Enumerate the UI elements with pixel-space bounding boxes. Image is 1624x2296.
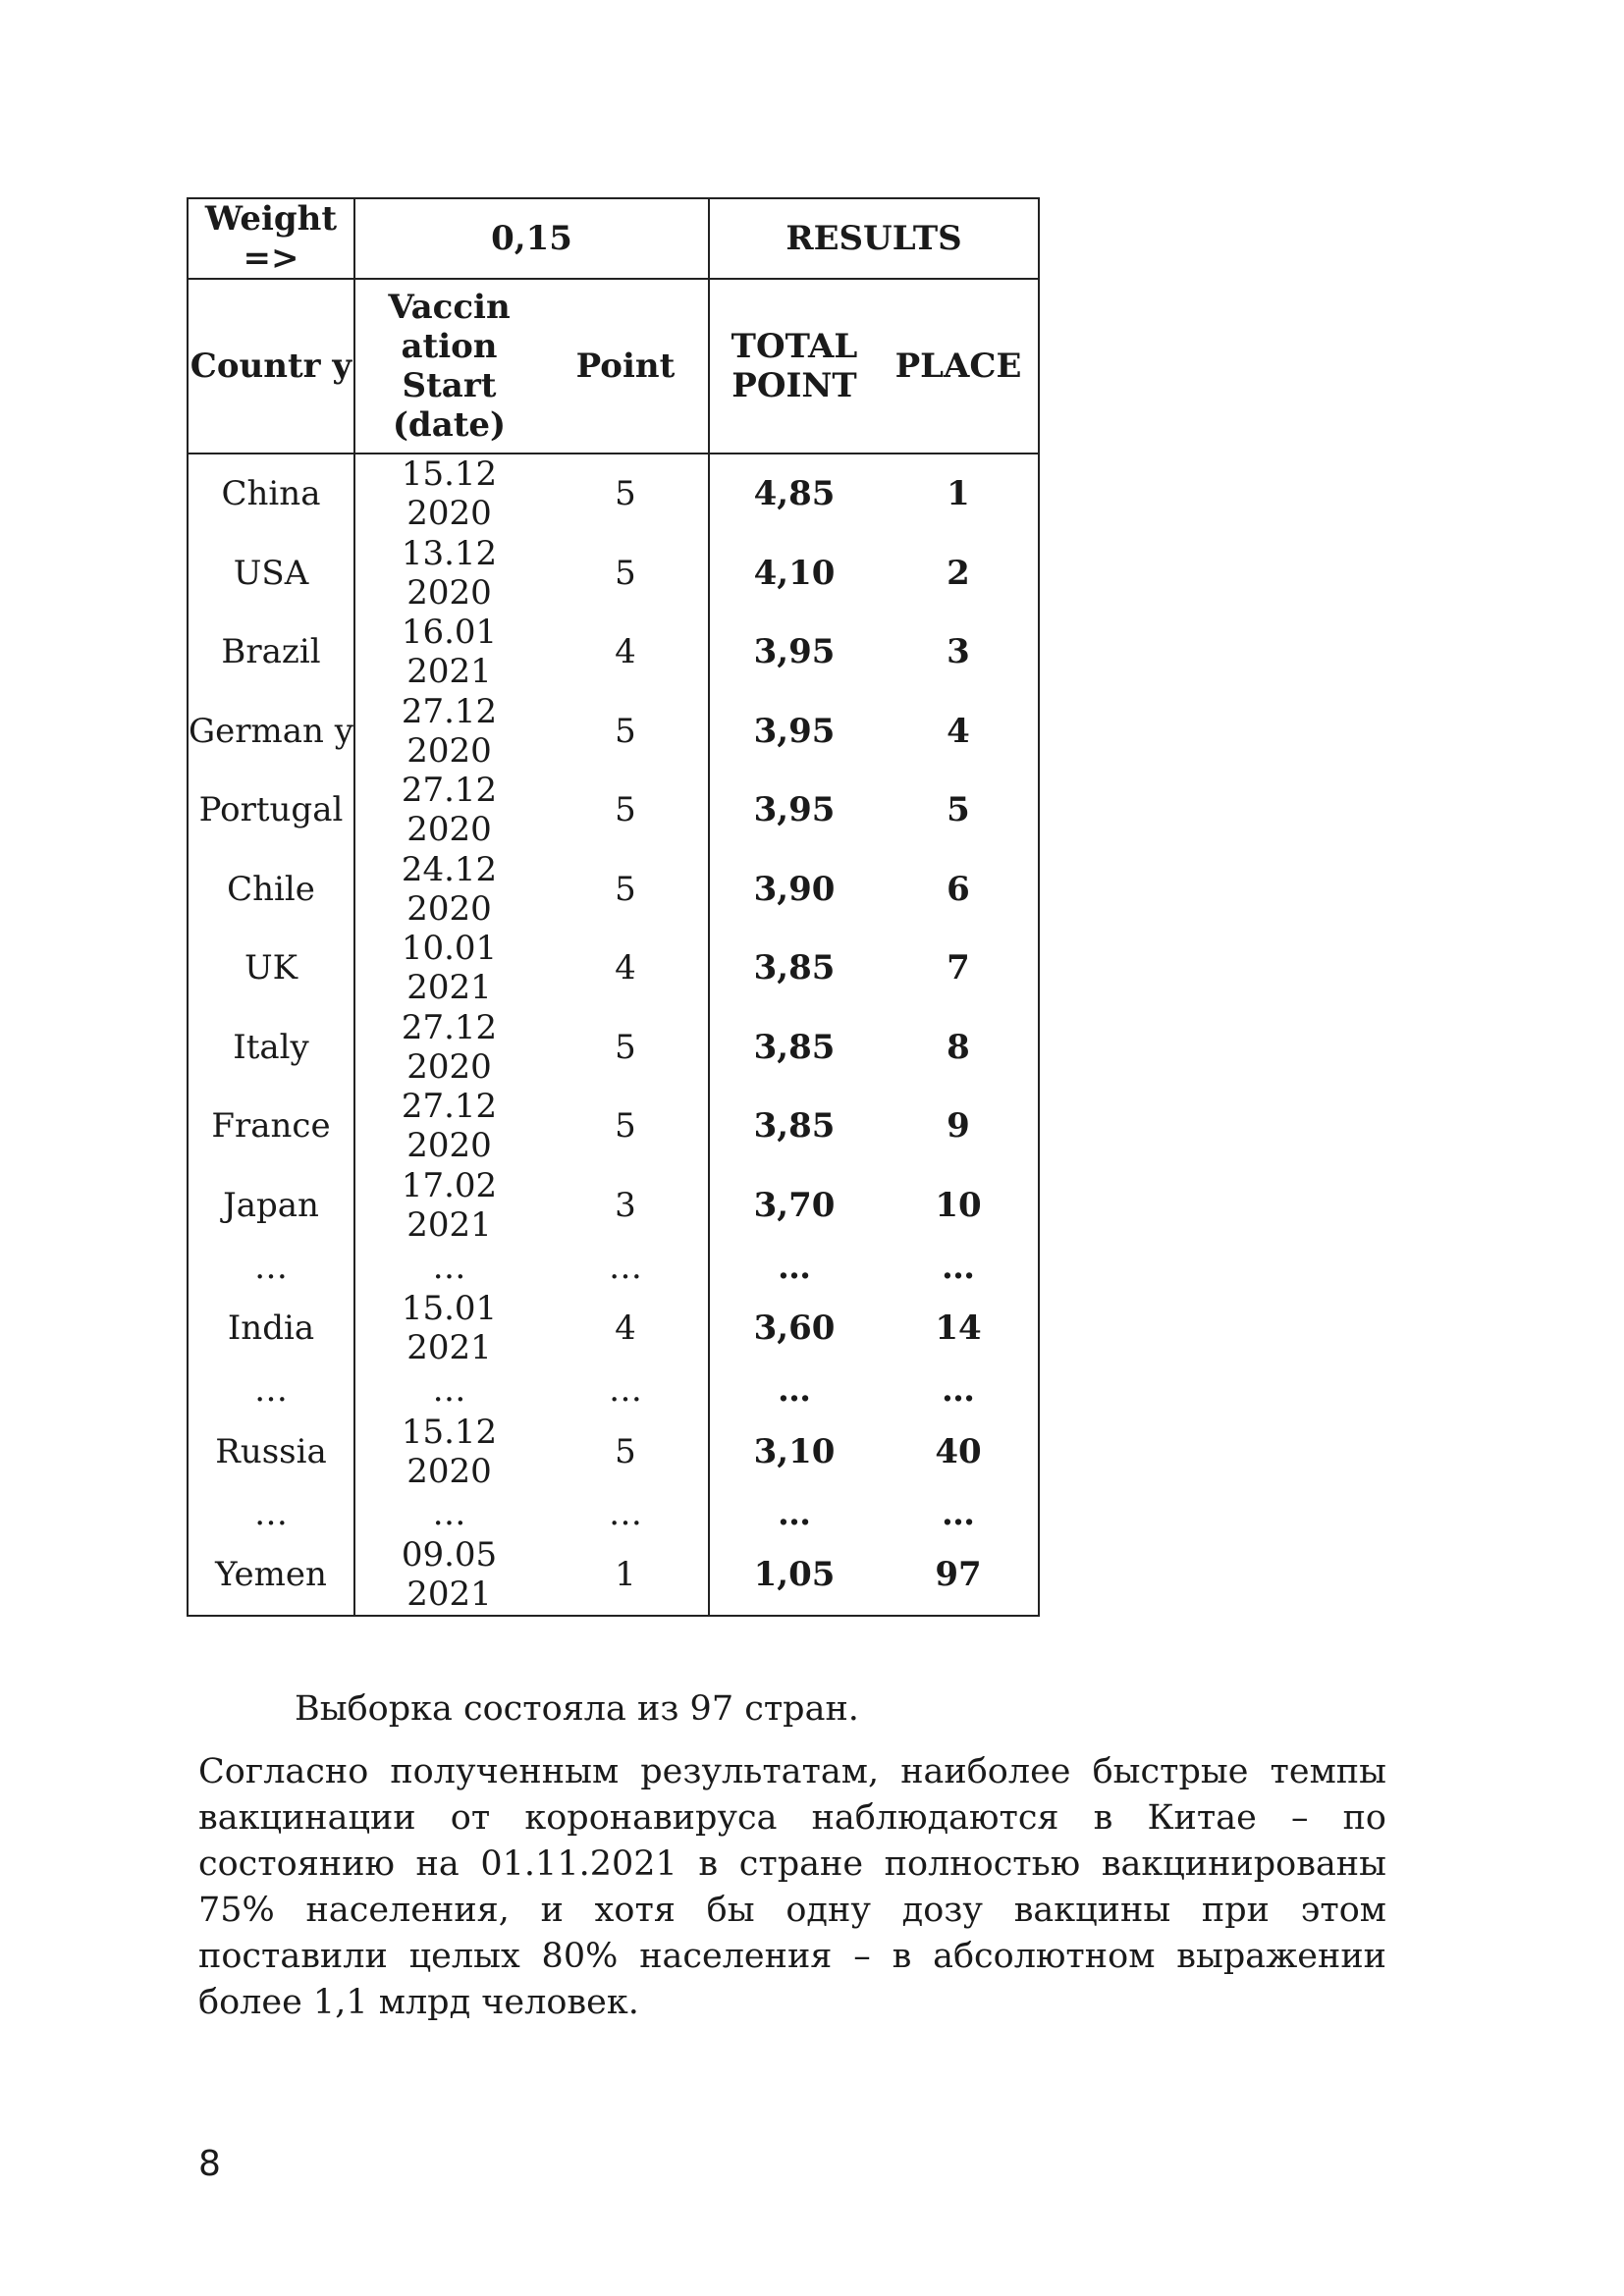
vaccination-date-day-month: 16.01	[401, 613, 498, 653]
place-cell: 97	[879, 1535, 1039, 1616]
total-point-cell: 3,90	[753, 869, 836, 909]
table-row	[188, 454, 1039, 534]
point-cell: 3	[543, 1166, 709, 1246]
table-row	[188, 1087, 1039, 1166]
vaccination-date-cell	[354, 1413, 543, 1492]
vaccination-date-year: 2021	[406, 1204, 492, 1245]
point-cell: 5	[543, 534, 709, 614]
country-cell: China	[188, 454, 354, 534]
ellipsis-row	[188, 1368, 1039, 1413]
point-cell: 5	[543, 1087, 709, 1166]
place-cell: 8	[879, 1008, 1039, 1088]
weight-value: 0,15	[491, 219, 572, 258]
table-row	[188, 534, 1039, 614]
vaccination-date-cell	[354, 613, 543, 692]
vaccination-date-year: 2020	[406, 1126, 492, 1166]
total-point-header	[709, 279, 879, 454]
vaccination-results-table	[187, 197, 1040, 1617]
vaccination-date-year: 2020	[406, 888, 492, 929]
point-cell: 5	[543, 1413, 709, 1492]
place-cell: 4	[879, 692, 1039, 772]
table-row	[188, 850, 1039, 930]
table-row	[188, 613, 1039, 692]
ellipsis-cell: …	[432, 1247, 466, 1287]
table-row	[188, 1535, 1039, 1616]
table-row	[188, 929, 1039, 1008]
ellipsis-cell: …	[432, 1493, 466, 1533]
ellipsis-cell: …	[879, 1491, 1039, 1535]
point-cell: 5	[543, 850, 709, 930]
country-cell: Brazil	[188, 613, 354, 692]
point-cell: 4	[543, 1289, 709, 1368]
vaccination-date-cell	[354, 692, 543, 772]
total-point-cell: 4,10	[753, 553, 836, 593]
vaccination-date-year: 2021	[406, 652, 492, 692]
ellipsis-cell: …	[432, 1370, 466, 1410]
point-cell: 5	[543, 771, 709, 850]
table-row	[188, 1289, 1039, 1368]
vaccination-date-year: 2021	[406, 1328, 492, 1368]
point-cell: 5	[543, 454, 709, 534]
table-body	[188, 454, 1039, 1616]
vaccination-date-year: 2020	[406, 1046, 492, 1087]
weight-label: Weight =>	[204, 199, 338, 278]
ellipsis-row	[188, 1491, 1039, 1535]
place-cell: 10	[879, 1166, 1039, 1246]
place-header-label: PLACE	[894, 347, 1022, 386]
country-header	[188, 279, 354, 454]
country-cell: German y	[188, 692, 354, 772]
ellipsis-cell: …	[778, 1247, 811, 1287]
vaccination-date-year: 2020	[406, 730, 492, 771]
vaccination-date-cell	[354, 771, 543, 850]
vaccination-date-year: 2021	[406, 1575, 492, 1615]
vaccination-date-day-month: 24.12	[401, 849, 498, 889]
total-point-cell: 3,95	[753, 632, 836, 672]
vaccination-date-day-month: 15.12	[401, 454, 498, 495]
country-cell: France	[188, 1087, 354, 1166]
ellipsis-cell: …	[543, 1491, 709, 1535]
page-number: 8	[198, 2144, 221, 2184]
place-cell: 40	[879, 1413, 1039, 1492]
ellipsis-cell: …	[188, 1491, 354, 1535]
table-row	[188, 1166, 1039, 1246]
country-cell: USA	[188, 534, 354, 614]
country-cell: Japan	[188, 1166, 354, 1246]
point-cell: 5	[543, 1008, 709, 1088]
vaccination-date-day-month: 27.12	[401, 691, 498, 731]
vaccination-date-day-month: 13.12	[401, 533, 498, 573]
total-point-cell: 3,85	[753, 1027, 836, 1067]
total-point-cell: 3,60	[753, 1308, 836, 1349]
vaccination-date-day-month: 27.12	[401, 1087, 498, 1127]
country-cell: Yemen	[188, 1535, 354, 1616]
place-cell: 5	[879, 771, 1039, 850]
vaccination-date-year: 2020	[406, 1451, 492, 1491]
ellipsis-row	[188, 1245, 1039, 1289]
point-header-label: Point	[575, 347, 676, 386]
total-point-cell: 3,70	[753, 1185, 836, 1225]
total-point-header-label: TOTAL POINT	[731, 327, 858, 405]
place-cell: 14	[879, 1289, 1039, 1368]
country-cell: UK	[188, 929, 354, 1008]
ellipsis-cell: …	[879, 1245, 1039, 1289]
vaccination-date-day-month: 17.02	[401, 1165, 498, 1205]
ellipsis-cell: …	[188, 1368, 354, 1413]
ellipsis-cell: …	[778, 1493, 811, 1533]
total-point-cell: 1,05	[709, 1535, 879, 1616]
total-point-cell: 3,95	[753, 711, 836, 751]
vaccination-date-cell	[354, 850, 543, 930]
results-label: RESULTS	[785, 219, 962, 258]
date-header-label: Vaccin ation Start (date)	[388, 288, 511, 445]
point-cell: 4	[543, 929, 709, 1008]
country-cell: Chile	[188, 850, 354, 930]
ellipsis-cell: …	[188, 1245, 354, 1289]
place-cell: 3	[879, 613, 1039, 692]
table-row	[188, 692, 1039, 772]
results-header-cell	[709, 198, 1039, 279]
place-cell: 7	[879, 929, 1039, 1008]
vaccination-date-day-month: 10.01	[401, 929, 498, 969]
ellipsis-cell: …	[543, 1245, 709, 1289]
vaccination-date-cell	[354, 534, 543, 614]
vaccination-date-year: 2020	[406, 810, 492, 850]
point-cell: 4	[543, 613, 709, 692]
point-cell: 1	[543, 1535, 709, 1616]
vaccination-date-cell	[354, 1166, 543, 1246]
place-cell: 1	[879, 454, 1039, 534]
vaccination-date-cell	[354, 929, 543, 1008]
place-cell: 2	[879, 534, 1039, 614]
vaccination-date-day-month: 27.12	[401, 771, 498, 811]
total-point-cell: 4,85	[753, 474, 836, 514]
vaccination-date-day-month: 09.05	[401, 1535, 498, 1575]
vaccination-date-year: 2020	[406, 494, 492, 534]
total-point-cell: 3,85	[753, 1106, 836, 1147]
country-header-label: Countr y	[189, 347, 352, 386]
table-row	[188, 1008, 1039, 1088]
intro-paragraph: Выборка состояла из 97 стран.	[295, 1689, 859, 1729]
place-cell: 6	[879, 850, 1039, 930]
vaccination-date-day-month: 27.12	[401, 1007, 498, 1047]
vaccination-date-cell	[354, 1535, 543, 1616]
place-header	[879, 279, 1039, 454]
country-cell: Russia	[188, 1413, 354, 1492]
country-cell: Italy	[188, 1008, 354, 1088]
table-header-row-weight	[188, 198, 1039, 279]
weight-value-cell	[354, 198, 709, 279]
country-cell: India	[188, 1289, 354, 1368]
table-header-row-columns	[188, 279, 1039, 454]
vaccination-date-day-month: 15.01	[401, 1289, 498, 1329]
vaccination-date-day-month: 15.12	[401, 1412, 498, 1452]
ellipsis-cell: …	[879, 1368, 1039, 1413]
date-header	[354, 279, 543, 454]
vaccination-date-cell	[354, 1087, 543, 1166]
ellipsis-cell: …	[778, 1370, 811, 1410]
vaccination-date-year: 2021	[406, 968, 492, 1008]
weight-label-cell	[188, 198, 354, 279]
table-row	[188, 771, 1039, 850]
vaccination-date-cell	[354, 1008, 543, 1088]
total-point-cell: 3,85	[753, 948, 836, 988]
total-point-cell: 3,95	[753, 790, 836, 830]
vaccination-date-cell	[354, 1289, 543, 1368]
point-cell: 5	[543, 692, 709, 772]
place-cell: 9	[879, 1087, 1039, 1166]
country-cell: Portugal	[188, 771, 354, 850]
point-header	[543, 279, 709, 454]
vaccination-date-year: 2020	[406, 572, 492, 613]
ellipsis-cell: …	[543, 1368, 709, 1413]
main-paragraph: Согласно полученным результатам, наиболее быстрые темпы вакцинации от коронавируса наблюдаются в Китае – по состоянию на 01.11.2021 в стране полностью вакцинированы 75% населения, и хотя бы одну дозу вакцины при этом поставили целых 80% населения – в абсолютном выражении более 1,1 млрд человек.	[198, 1752, 1386, 2022]
total-point-cell: 3,10	[753, 1431, 836, 1471]
table-row	[188, 1413, 1039, 1492]
vaccination-date-cell	[354, 454, 543, 534]
